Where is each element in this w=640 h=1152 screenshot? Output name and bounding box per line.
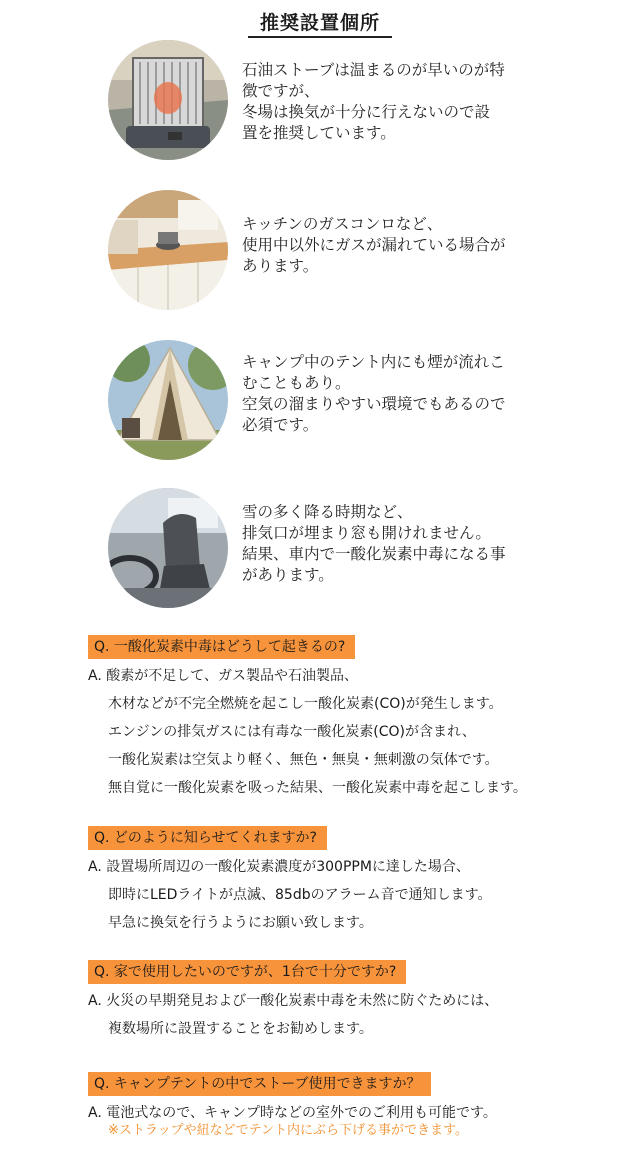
faq-answer: A. 火災の早期発見および一酸化炭素中毒を未然に防ぐためには、 複数場所に設置することをお勧めします。 <box>88 993 499 1037</box>
kitchen-photo <box>108 190 228 310</box>
place-description: 石油ストーブは温まるのが早いのが特 徴ですが、 冬場は換気が十分に行えないので設 置を推奨しています。 <box>242 61 505 142</box>
section-heading: 推奨設置個所 <box>259 12 380 34</box>
heading-underline <box>248 36 392 38</box>
faq-question: Q. どのように知らせてくれますか? <box>88 826 327 850</box>
place-description: キャンプ中のテント内にも煙が流れこ むこともあり。 空気の溜まりやすい環境でもあるので 必須です。 <box>242 353 506 434</box>
faq-note: ※ストラップや紐などでテント内にぶら下げる事ができます。 <box>108 1123 468 1138</box>
faq-answer: A. 酸素が不足して、ガス製品や石油製品、 木材などが不完全燃焼を起こし一酸化炭素(CO)が発生します。 エンジンの排気ガスには有毒な一酸化炭素(CO)が含まれ、 一酸化炭素は空気より軽く、無色・無臭・無刺激の気体です。 無自覚に一酸化炭素を吸った結果、一酸化炭素中毒を起こします。 <box>88 668 527 796</box>
car-interior-photo <box>108 488 228 608</box>
place-description: 雪の多く降る時期など、 排気口が埋まり窓も開けれません。 結果、車内で一酸化炭素中毒になる事 があります。 <box>242 503 506 584</box>
faq-question: Q. 家で使用したいのですが、1台で十分ですか? <box>88 960 406 984</box>
place-item-stove <box>108 40 608 165</box>
place-item-kitchen <box>108 190 608 315</box>
camping-tent-photo <box>108 340 228 460</box>
place-item-tent <box>108 340 608 465</box>
faq-question: Q. キャンプテントの中でストーブ使用できますか？ <box>88 1072 431 1096</box>
faq-answer: A. 電池式なので、キャンプ時などの室外でのご利用も可能です。 ※ストラップや紐などでテント内にぶら下げる事ができます。 <box>88 1103 628 1139</box>
place-item-car <box>108 488 608 613</box>
faq-question: Q. 一酸化炭素中毒はどうして起きるの? <box>88 635 355 659</box>
faq-answer: A. 設置場所周辺の一酸化炭素濃度が300PPMに達した場合、 即時にLEDライトが点滅、85dbのアラーム音で通知します。 早急に換気を行うようにお願い致します。 <box>88 859 492 931</box>
place-description: キッチンのガスコンロなど、 使用中以外にガスが漏れている場合が あります。 <box>242 215 506 275</box>
kerosene-stove-photo <box>108 40 228 160</box>
